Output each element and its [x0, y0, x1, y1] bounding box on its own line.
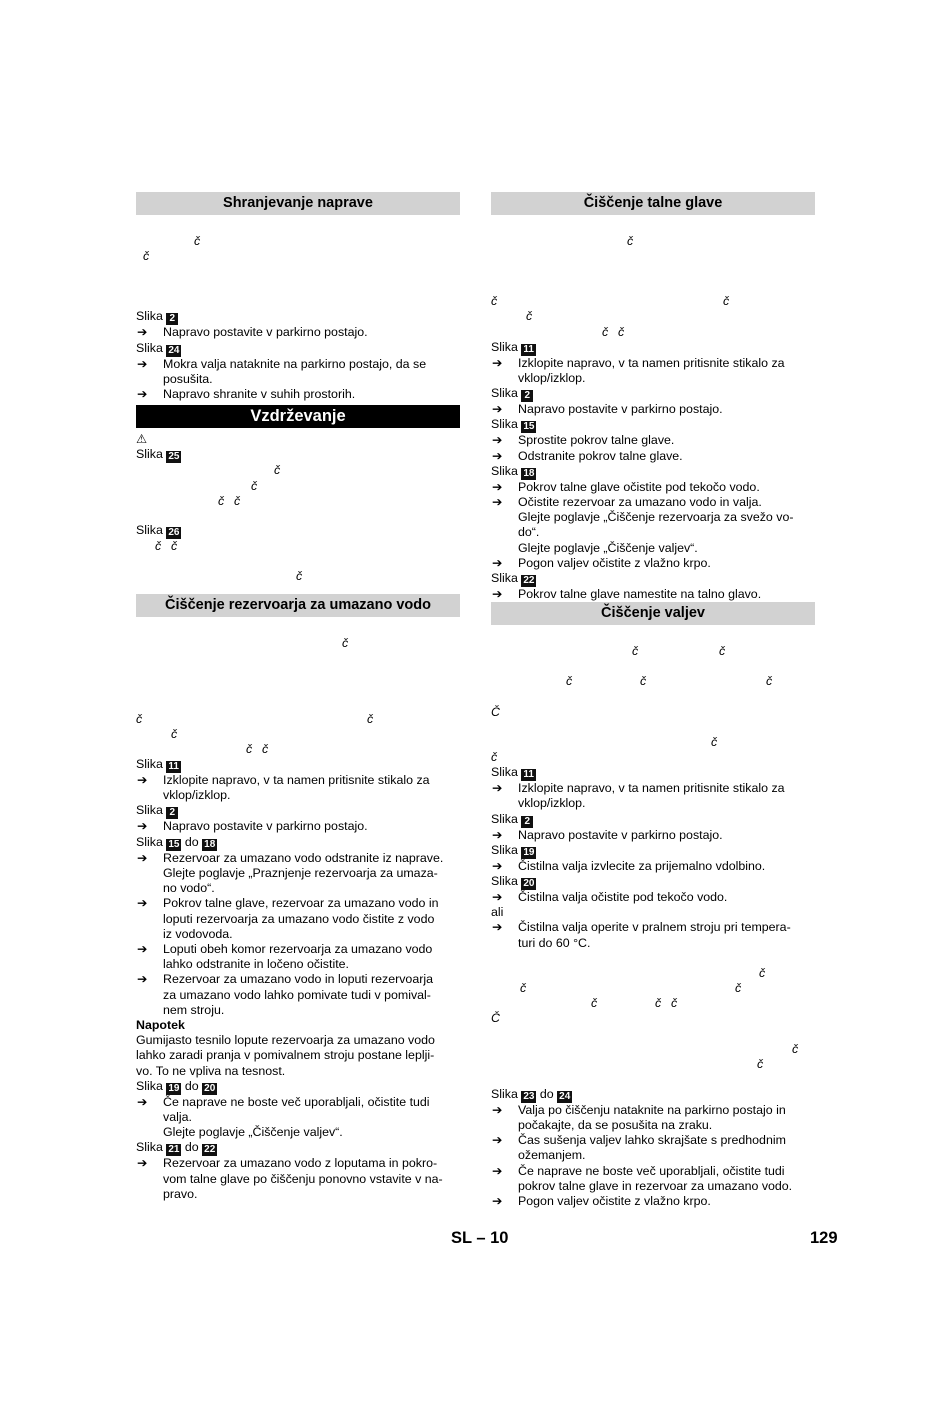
arrow-icon: ➔	[137, 819, 148, 834]
instruction-step-cont: ožemanjem.	[518, 1148, 586, 1163]
instruction-step-cont: pravo.	[163, 1186, 198, 1201]
figure-badge: 20	[204, 1082, 216, 1094]
section-heading-rollers: Čiščenje valjev	[491, 602, 815, 625]
instruction-step: ➔ Izklopite napravo, v ta namen pritisnite stikalo za	[492, 781, 785, 796]
note-text: lahko zaradi pranja v pomivalnem stroju postane leplji-	[136, 1048, 435, 1063]
missing-text-fragment: č	[711, 734, 718, 749]
instruction-step-cont: valja.	[163, 1109, 192, 1124]
figure-badge: 22	[204, 1144, 216, 1156]
instruction-step: ➔ Loputi obeh komor rezervoarja za umazano vodo	[137, 941, 433, 956]
instruction-step-cont: do“.	[518, 525, 540, 540]
arrow-icon: ➔	[492, 402, 503, 417]
left-column	[136, 192, 460, 1202]
instruction-step: ➔ Sprostite pokrov talne glave.	[492, 433, 675, 448]
figure-ref: Slika 21 do 22	[136, 1140, 216, 1156]
note-text: vo. To ne vpliva na tesnost.	[136, 1063, 286, 1078]
note-title: Napotek	[136, 1017, 185, 1032]
instruction-step-cont: Glejte poglavje „Čiščenje valjev“.	[518, 540, 698, 555]
figure-badge: 15	[523, 421, 535, 433]
instruction-step: ➔ Če naprave ne boste več uporabljali, očistite tudi	[137, 1094, 430, 1109]
figure-badge: 2	[166, 313, 178, 325]
missing-text-fragment: č	[759, 965, 766, 980]
figure-badge: 20	[523, 877, 535, 889]
arrow-icon: ➔	[137, 325, 148, 340]
arrow-icon: ➔	[492, 494, 503, 509]
instruction-step: ➔ Napravo postavite v parkirno postajo.	[137, 819, 368, 834]
instruction-step-cont: Glejte poglavje „Praznjenje rezervoarja za umaza-	[163, 865, 438, 880]
missing-text-fragment: č č č	[566, 674, 773, 689]
instruction-step: ➔ Rezervoar za umazano vodo z loputama in pokro-	[137, 1156, 438, 1171]
figure-badge: 19	[168, 1082, 180, 1094]
figure-ref: Slika 26	[136, 522, 180, 538]
section-code: SL – 10	[451, 1229, 509, 1247]
instruction-step: ➔ Očistite rezervoar za umazano vodo in valja.	[492, 494, 762, 509]
arrow-icon: ➔	[492, 1163, 503, 1178]
missing-text-fragment: č	[627, 234, 634, 248]
instruction-step-cont: turi do 60 °C.	[518, 935, 591, 950]
instruction-step-cont: počakajte, da se posušita na zraku.	[518, 1118, 713, 1133]
instruction-step: ➔ Rezervoar za umazano vodo in loputi rezervoarja	[137, 972, 433, 987]
missing-text-fragment: č	[251, 478, 258, 493]
arrow-icon: ➔	[137, 1156, 148, 1171]
arrow-icon: ➔	[137, 386, 148, 401]
figure-badge: 18	[523, 467, 535, 479]
figure-badge: 11	[523, 343, 534, 355]
instruction-step: ➔ Pogon valjev očistite z vlažno krpo.	[492, 1194, 711, 1209]
instruction-step: ➔ Izklopite napravo, v ta namen pritisnite stikalo za	[492, 355, 785, 370]
instruction-step: ➔ Odstranite pokrov talne glave.	[492, 448, 683, 463]
figure-badge: 15	[168, 838, 180, 850]
figure-badge: 23	[523, 1090, 535, 1102]
arrow-icon: ➔	[492, 889, 503, 904]
arrow-icon: ➔	[492, 479, 503, 494]
instruction-step: ➔ Napravo postavite v parkirno postajo.	[492, 827, 723, 842]
page-number: 129	[810, 1229, 838, 1247]
instruction-step: ➔ Pokrov talne glave očistite pod tekočo vodo.	[492, 479, 760, 494]
figure-ref: Slika 24	[136, 340, 180, 356]
instruction-step-cont: no vodo“.	[163, 881, 215, 896]
section-heading-floor-head: Čiščenje talne glave	[491, 192, 815, 215]
alternative-text: ali	[491, 905, 504, 920]
instruction-step: ➔ Rezervoar za umazano vodo odstranite iz naprave.	[137, 850, 444, 865]
instruction-step-cont: loputi rezervoarja za umazano vodo čistite z vodo	[163, 911, 435, 926]
instruction-step: ➔ Čas sušenja valjev lahko skrajšate s predhodnim	[492, 1133, 786, 1148]
figure-badge: 2	[166, 807, 178, 819]
figure-ref: Slika 11	[491, 339, 534, 355]
missing-text-fragment: č	[296, 569, 303, 584]
instruction-step: ➔ Mokra valja nataknite na parkirno postajo, da se	[137, 356, 427, 371]
figure-badge: 24	[559, 1090, 571, 1102]
missing-text-fragment: č	[194, 234, 201, 248]
instruction-step-cont: vom talne glave po čiščenju ponovno vstavite v na-	[163, 1171, 443, 1186]
instruction-step: ➔ Čistilna valja očistite pod tekočo vodo.	[492, 889, 728, 904]
figure-ref: Slika 22	[491, 570, 535, 586]
figure-badge: 11	[523, 769, 534, 781]
figure-ref: Slika 25	[136, 447, 180, 463]
missing-text-fragment: č	[342, 636, 349, 651]
figure-ref: Slika 11	[136, 757, 179, 773]
instruction-step: ➔ Pokrov talne glave namestite na talno glavo.	[492, 586, 762, 601]
arrow-icon: ➔	[492, 555, 503, 570]
missing-text-fragment: Č	[491, 1011, 500, 1026]
instruction-step-cont: iz vodovoda.	[163, 926, 233, 941]
section-heading-dirty-water-tank: Čiščenje rezervoarja za umazano vodo	[136, 594, 460, 617]
figure-badge: 19	[523, 846, 535, 858]
instruction-step: ➔ Čistilna valja operite v pralnem stroju pri tempera-	[492, 920, 791, 935]
instruction-step-cont: Glejte poglavje „Čiščenje valjev“.	[163, 1125, 343, 1140]
figure-ref: Slika 19	[491, 842, 535, 858]
arrow-icon: ➔	[137, 896, 148, 911]
arrow-icon: ➔	[492, 1102, 503, 1117]
missing-text-fragment: č č	[520, 980, 742, 995]
arrow-icon: ➔	[137, 1094, 148, 1109]
arrow-icon: ➔	[137, 972, 148, 987]
figure-badge: 26	[168, 526, 180, 538]
missing-text-fragment: č č	[218, 493, 241, 508]
figure-badge: 24	[168, 344, 180, 356]
figure-ref: Slika 20	[491, 873, 535, 889]
figure-ref: Slika 2	[136, 803, 460, 819]
instruction-step: ➔ Izklopite napravo, v ta namen pritisnite stikalo za	[137, 773, 430, 788]
missing-text-fragment: č č	[632, 644, 726, 659]
instruction-step: ➔ Pokrov talne glave, rezervoar za umazano vodo in	[137, 896, 439, 911]
figure-badge: 2	[521, 816, 533, 828]
missing-text-fragment: č č	[602, 324, 625, 339]
arrow-icon: ➔	[492, 1133, 503, 1148]
section-heading-maintenance: Vzdrževanje	[136, 405, 460, 428]
instruction-step: ➔ Valja po čiščenju nataknite na parkirno postajo in	[492, 1102, 786, 1117]
arrow-icon: ➔	[492, 355, 503, 370]
figure-badge: 11	[168, 761, 179, 773]
missing-text-fragment: č	[757, 1056, 764, 1071]
note-text: Gumijasto tesnilo lopute rezervoarja za umazano vodo	[136, 1033, 435, 1048]
instruction-step: ➔ Napravo shranite v suhih prostorih.	[137, 386, 356, 401]
instruction-step-cont: Glejte poglavje „Čiščenje rezervoarja za svežo vo-	[518, 510, 794, 525]
figure-ref: Slika 11	[491, 765, 534, 781]
figure-badge: 18	[204, 838, 216, 850]
arrow-icon: ➔	[137, 773, 148, 788]
missing-text-fragment: č	[491, 749, 498, 764]
figure-ref: Slika 23 do 24	[491, 1086, 571, 1102]
arrow-icon: ➔	[492, 448, 503, 463]
missing-text-fragment: Č	[491, 704, 500, 719]
instruction-step-cont: vklop/izklop.	[518, 370, 586, 385]
arrow-icon: ➔	[492, 858, 503, 873]
figure-ref: Slika 18	[491, 463, 535, 479]
missing-text-fragment: č	[792, 1041, 799, 1056]
instruction-step: ➔ Napravo postavite v parkirno postajo.	[137, 325, 368, 340]
right-column	[491, 192, 815, 1209]
instruction-step-cont: vklop/izklop.	[518, 796, 586, 811]
missing-text-fragment: č	[526, 309, 533, 324]
instruction-step-cont: nem stroju.	[163, 1002, 225, 1017]
missing-text-fragment: č č	[491, 294, 730, 309]
instruction-step-cont: za umazano vodo lahko pomivate tudi v pomival-	[163, 987, 431, 1002]
arrow-icon: ➔	[492, 827, 503, 842]
instruction-step-cont: posušita.	[163, 371, 213, 386]
arrow-icon: ➔	[492, 781, 503, 796]
arrow-icon: ➔	[492, 586, 503, 601]
section-heading-storage: Shranjevanje naprave	[136, 192, 460, 215]
missing-text-fragment: č	[274, 463, 281, 478]
instruction-step-cont: pokrov talne glave in rezervoar za umazano vodo.	[518, 1178, 793, 1193]
missing-text-fragment: č	[171, 726, 178, 741]
figure-ref: Slika 2	[491, 386, 815, 402]
figure-badge: 22	[523, 574, 535, 586]
figure-badge: 2	[521, 390, 533, 402]
instruction-step: ➔ Napravo postavite v parkirno postajo.	[492, 402, 723, 417]
instruction-step-cont: lahko odstranite in ločeno očistite.	[163, 957, 349, 972]
instruction-step: ➔ Čistilna valja izvlecite za prijemalno vdolbino.	[492, 858, 766, 873]
arrow-icon: ➔	[137, 941, 148, 956]
arrow-icon: ➔	[492, 1194, 503, 1209]
instruction-step: ➔ Če naprave ne boste več uporabljali, očistite tudi	[492, 1163, 785, 1178]
arrow-icon: ➔	[492, 920, 503, 935]
missing-text-fragment: č č	[136, 711, 374, 726]
instruction-step: ➔ Pogon valjev očistite z vlažno krpo.	[492, 555, 711, 570]
figure-ref: Slika 15 do 18	[136, 834, 216, 850]
missing-text-fragment: č č č	[591, 996, 678, 1011]
figure-ref: Slika 2	[136, 309, 460, 325]
figure-badge: 21	[168, 1144, 180, 1156]
warning-icon: ⚠	[136, 432, 148, 447]
figure-ref: Slika 15	[491, 417, 535, 433]
figure-ref: Slika 19 do 20	[136, 1078, 216, 1094]
arrow-icon: ➔	[492, 433, 503, 448]
arrow-icon: ➔	[137, 850, 148, 865]
figure-badge: 25	[168, 451, 180, 463]
instruction-step-cont: vklop/izklop.	[163, 788, 231, 803]
missing-text-fragment: č	[143, 249, 150, 264]
missing-text-fragment: č č	[246, 741, 269, 756]
missing-text-fragment: č č	[155, 538, 178, 553]
arrow-icon: ➔	[137, 356, 148, 371]
figure-ref: Slika 2	[491, 812, 815, 828]
